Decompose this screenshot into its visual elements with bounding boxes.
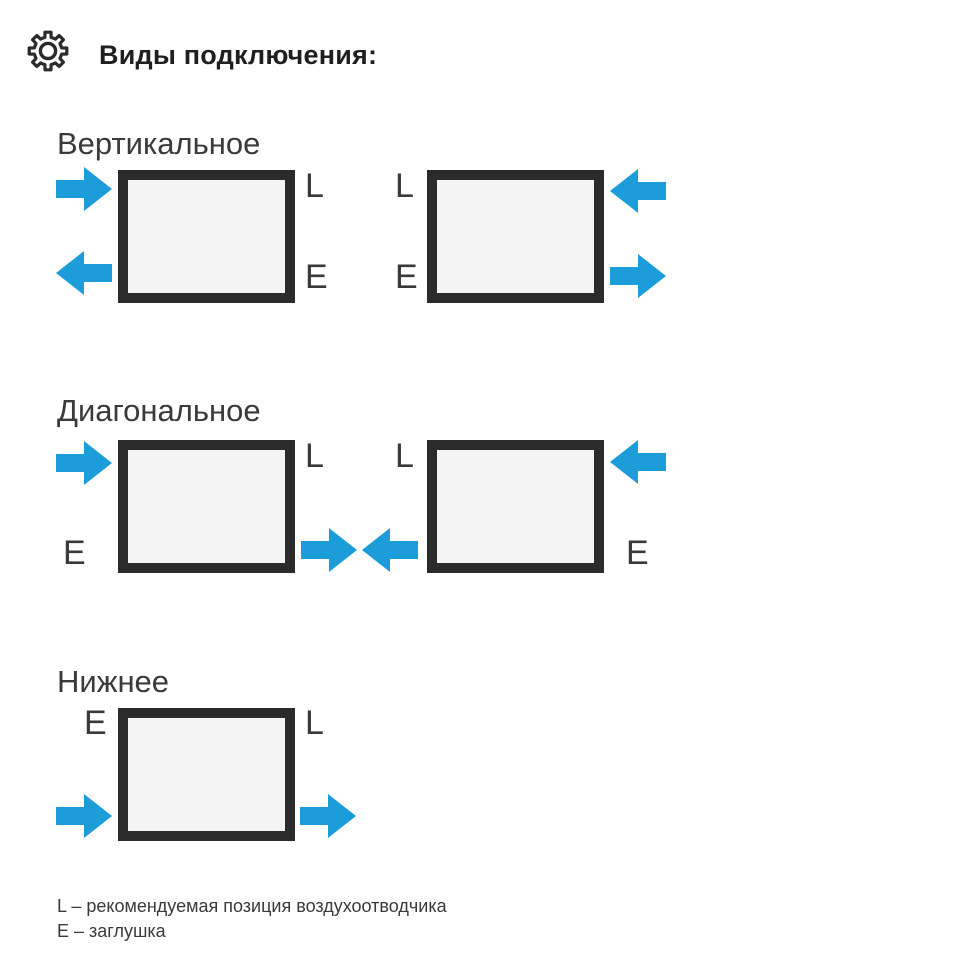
flow-arrow-right-icon [301, 528, 357, 572]
flow-arrow-right-icon [56, 167, 112, 211]
port-label-top: L [305, 437, 324, 475]
legend [57, 894, 447, 944]
section-title-bottom: Нижнее [57, 664, 170, 699]
port-label-bottom: E [63, 534, 86, 572]
flow-arrow-right-icon [610, 254, 666, 298]
radiator-vertical-left [118, 170, 295, 303]
port-label-top: L [395, 437, 414, 475]
gear-icon [26, 29, 70, 73]
flow-arrow-left-icon [56, 251, 112, 295]
port-label-bottom: E [395, 258, 418, 296]
flow-arrow-right-icon [56, 441, 112, 485]
port-label-top-right: L [305, 704, 324, 742]
flow-arrow-right-icon [56, 794, 112, 838]
section-title-vertical: Вертикальное [57, 126, 261, 161]
radiator-diagonal-right [427, 440, 604, 573]
radiator-diagonal-left [118, 440, 295, 573]
header [0, 0, 970, 90]
port-label-bottom: E [626, 534, 649, 572]
flow-arrow-left-icon [610, 169, 666, 213]
port-label-bottom: E [305, 258, 328, 296]
flow-arrow-right-icon [300, 794, 356, 838]
legend-line-e: E – заглушка [57, 921, 166, 941]
section-title-diagonal: Диагональное [57, 393, 261, 428]
radiator-bottom [118, 708, 295, 841]
legend-line-l: L – рекомендуемая позиция воздухоотводчика [57, 896, 447, 916]
flow-arrow-left-icon [362, 528, 418, 572]
port-label-top-left: E [84, 704, 107, 742]
radiator-vertical-right [427, 170, 604, 303]
page-title: Виды подключения: [99, 40, 378, 70]
flow-arrow-left-icon [610, 440, 666, 484]
port-label-top: L [395, 167, 414, 205]
port-label-top: L [305, 167, 324, 205]
